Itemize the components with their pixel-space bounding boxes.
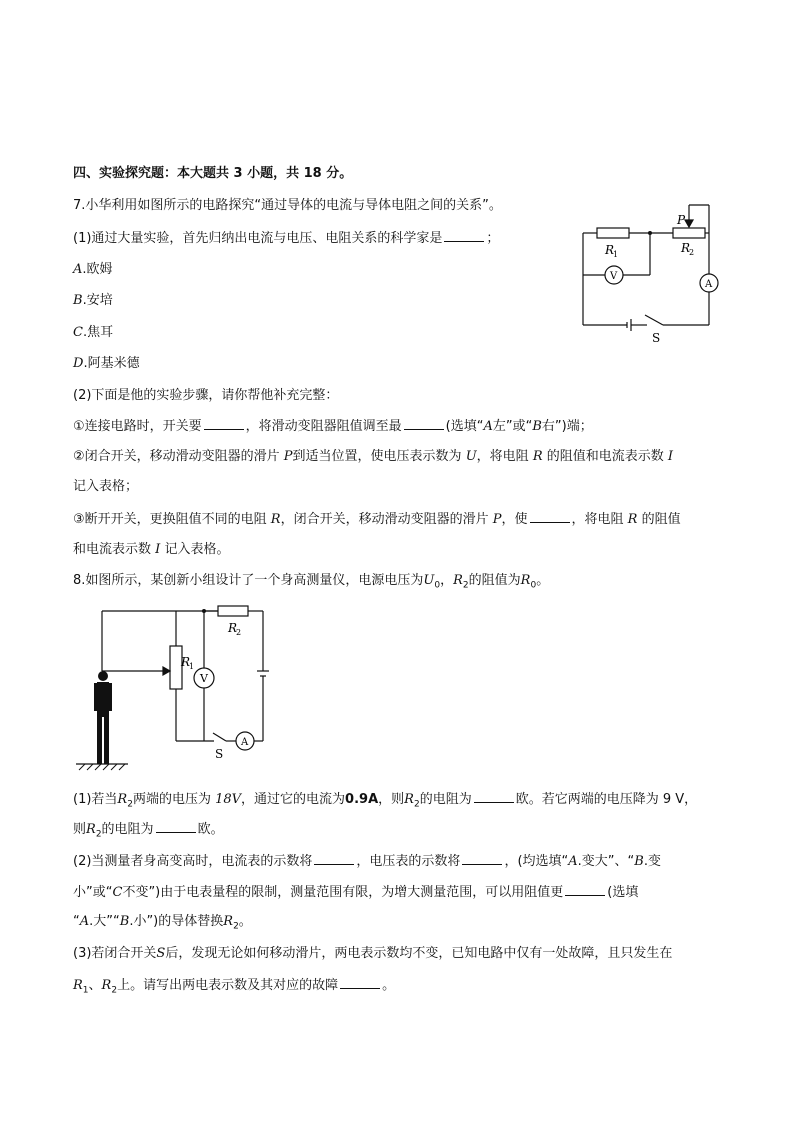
svg-text:2: 2 [236, 628, 242, 637]
svg-text:S: S [652, 331, 661, 345]
q8-height-meter-diagram [73, 603, 273, 773]
answer-blank[interactable] [340, 976, 380, 989]
svg-text:R: R [228, 621, 238, 635]
q8-part3-line2: $R_1$、$R_2$上。请写出两电表示数及其对应的故障 。 [73, 978, 396, 996]
svg-text:A: A [705, 279, 713, 290]
svg-text:S: S [215, 747, 224, 761]
answer-blank[interactable] [156, 820, 196, 833]
q7-option-c: C.焦耳 [73, 325, 114, 340]
q7-option-a: A.欧姆 [73, 262, 113, 277]
svg-text:R: R [605, 243, 615, 257]
q8-part2-line3: “A.大”“B.小”)的导体替换$R_2$。 [73, 914, 252, 932]
q7-option-d: D.阿基米德 [73, 356, 140, 371]
q7-stem: 7.小华利用如图所示的电路探究“通过导体的电流与导体电阻之间的关系”。 [73, 198, 502, 213]
person-figure [94, 671, 112, 764]
answer-blank[interactable] [204, 417, 244, 430]
svg-text:R: R [181, 655, 191, 669]
svg-text:V: V [200, 672, 208, 685]
q7-part1: (1)通过大量实验，首先归纳出电流与电压、电阻关系的科学家是 ； [73, 231, 500, 246]
q7-part2-intro: (2)下面是他的实验步骤，请你帮他补充完整： [73, 388, 339, 403]
answer-blank[interactable] [444, 229, 484, 242]
q7-option-b: B.安培 [73, 293, 113, 308]
answer-blank[interactable] [474, 790, 514, 803]
q7-step2-line2: 记入表格； [73, 479, 139, 494]
q7-step2-line1: ②闭合开关，移动滑动变阻器的滑片 P到适当位置，使电压表示数为 U，将电阻 R 的阻值和电流表示数 I [73, 449, 674, 464]
svg-text:R: R [681, 241, 691, 255]
answer-blank[interactable] [530, 510, 570, 523]
q8-stem: 8.如图所示，某创新小组设计了一个身高测量仪，电源电压为$U_0$，$R_2$的阻值为$R_0$。 [73, 573, 550, 591]
q7-step1: ①连接电路时，开关要 ，将滑动变阻器阻值调至最 (选填“A左”或“B右”)端； [73, 419, 593, 434]
svg-text:1: 1 [189, 662, 195, 671]
answer-blank[interactable] [462, 852, 502, 865]
q8-part1-line1: (1)若当$R_2$两端的电压为 18V，通过它的电流为0.9A，则$R_2$的电阻为 欧。若它两端的电压降为 9 V， [73, 792, 698, 810]
svg-text:1: 1 [613, 250, 619, 259]
q8-part2-line1: (2)当测量者身高变高时，电流表的示数将 ，电压表的示数将 ，(均选填“A.变大”、“B.变 [73, 854, 661, 869]
label-p: P [677, 213, 686, 227]
q7-step3-line1: ③断开开关，更换阻值不同的电阻 R，闭合开关，移动滑动变阻器的滑片 P，使 ，将电阻 R 的阻值 [73, 512, 681, 527]
answer-blank[interactable] [404, 417, 444, 430]
q7-circuit-diagram [575, 200, 725, 350]
answer-blank[interactable] [314, 852, 354, 865]
svg-text:A: A [241, 737, 249, 748]
q8-part2-line2: 小”或“C不变”)由于电表量程的限制，测量范围有限，为增大测量范围，可以用阻值更 (选填 [73, 885, 639, 900]
q8-part3-line1: (3)若闭合开关S后，发现无论如何移动滑片，两电表示数均不变，已知电路中仅有一处故障，且只发生在 [73, 946, 673, 961]
q8-part1-line2: 则$R_2$的电阻为 欧。 [73, 822, 224, 840]
answer-blank[interactable] [565, 883, 605, 896]
section-title: 四、实验探究题：本大题共 3 小题，共 18 分。 [73, 166, 353, 181]
svg-text:2: 2 [689, 248, 695, 257]
svg-text:V: V [610, 271, 618, 282]
q7-step3-line2: 和电流表示数 I 记入表格。 [73, 542, 230, 557]
